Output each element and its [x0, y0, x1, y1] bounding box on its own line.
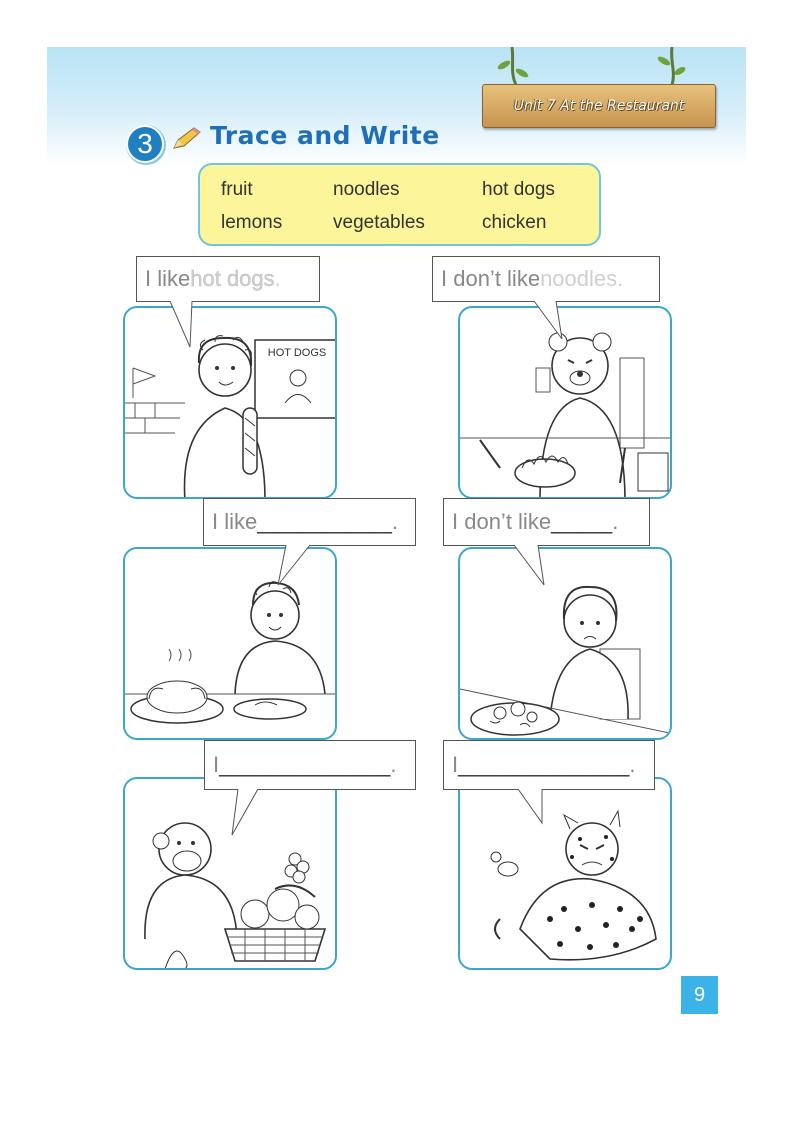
- speech-bubble-5: [204, 740, 416, 790]
- bubble-tail: [168, 301, 198, 349]
- bubble-prefix: I don’t like: [452, 509, 552, 534]
- section-number: 3: [137, 128, 153, 159]
- speech-bubble-2: [432, 256, 660, 302]
- panel-girl-hotdog: [123, 306, 337, 499]
- bubble-tail: [228, 789, 264, 837]
- bubble-tail: [512, 545, 552, 589]
- section-number-badge: [128, 127, 162, 161]
- blank-answer: _____: [551, 509, 613, 534]
- speech-bubble-6: [443, 740, 655, 790]
- bubble-prefix: I don’t like: [441, 266, 541, 291]
- bubble-prefix: I like: [212, 509, 258, 534]
- blank-answer: ______________: [458, 752, 630, 777]
- unit-label: Unit 7 At the Restaurant: [513, 98, 685, 114]
- page-title: Trace and Write: [210, 121, 440, 150]
- panel-girl-vegetables: [458, 547, 672, 740]
- speech-bubble-3: [203, 498, 416, 546]
- word-bank-item: fruit: [221, 179, 253, 200]
- trace-answer: noodles: [540, 266, 618, 291]
- bubble-suffix: .: [391, 509, 398, 534]
- word-bank: [198, 163, 601, 246]
- speech-bubble-1: [136, 256, 320, 302]
- bubble-suffix: .: [617, 266, 624, 291]
- panel-leopard-lemons: [458, 777, 672, 970]
- blank-answer: ___________: [257, 509, 392, 534]
- girl-hotdog-illustration: [125, 308, 337, 499]
- page-number: 9: [681, 976, 718, 1014]
- girl-vegetables-illustration: [460, 549, 672, 740]
- bubble-tail: [532, 301, 572, 341]
- bubble-suffix: .: [390, 752, 397, 777]
- bubble-tail: [276, 545, 316, 589]
- word-bank-item: noodles: [333, 179, 400, 200]
- word-bank-item: lemons: [221, 212, 283, 233]
- bubble-prefix: I: [213, 752, 220, 777]
- trace-answer: hot dogs: [190, 266, 275, 291]
- speech-bubble-4: [443, 498, 650, 546]
- blank-answer: ______________: [219, 752, 391, 777]
- leopard-lemons-illustration: [460, 779, 672, 970]
- pencil-icon: [172, 126, 202, 150]
- word-bank-item: vegetables: [333, 212, 425, 233]
- bubble-prefix: I like: [145, 266, 191, 291]
- bubble-suffix: .: [612, 509, 619, 534]
- unit-sign: [482, 84, 716, 128]
- bubble-suffix: .: [629, 752, 636, 777]
- bubble-suffix: .: [274, 266, 281, 291]
- hotdog-sign-text: HOT DOGS: [267, 347, 327, 359]
- word-bank-item: chicken: [482, 212, 547, 233]
- bubble-prefix: I: [452, 752, 459, 777]
- bubble-tail: [516, 789, 552, 825]
- word-bank-item: hot dogs: [482, 179, 555, 200]
